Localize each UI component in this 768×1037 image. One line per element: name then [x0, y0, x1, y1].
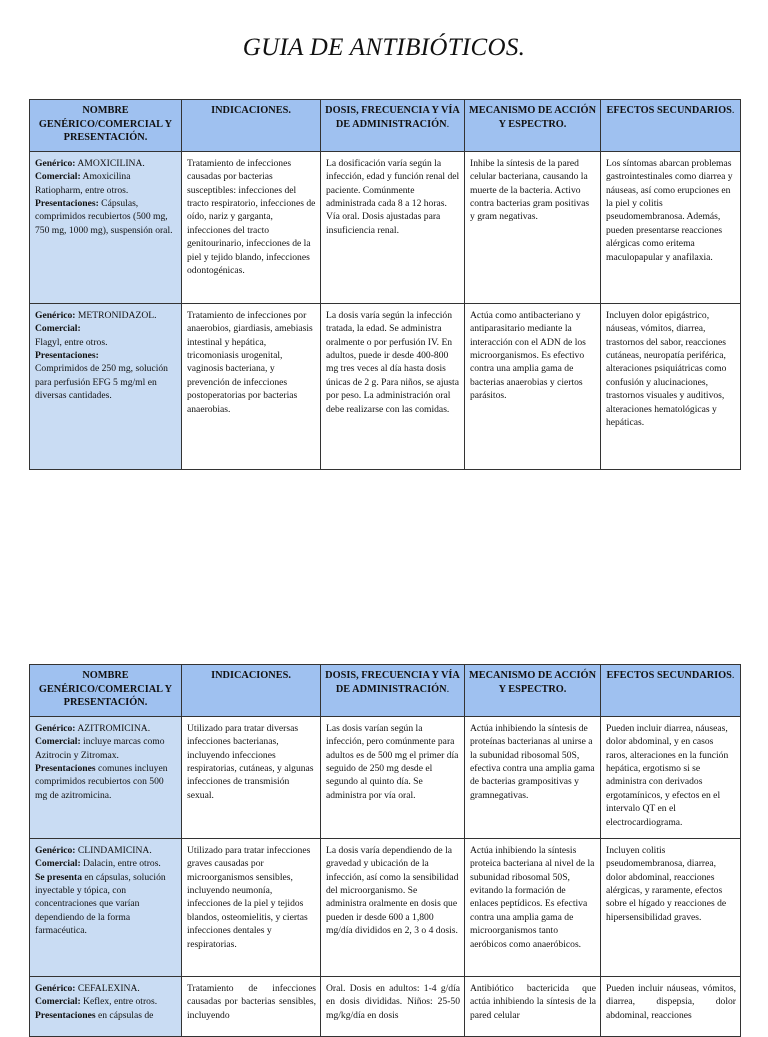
presentation-label: Presentaciones: [35, 1009, 96, 1021]
generic-label: Genérico:: [35, 309, 76, 321]
presentation-value: Comprimidos de 250 mg, solución para perfusión EFG 5 mg/ml en diversas cantidades.: [35, 363, 168, 402]
header-mechanism-text: MECANISMO DE ACCIÓN Y ESPECTRO.: [469, 105, 597, 130]
table-row: [30, 976, 741, 1036]
header-dose-text: DOSIS, FRECUENCIA Y VÍA DE ADMINISTRACIÓN: [325, 670, 460, 695]
header-name: [30, 665, 182, 717]
header-dose: [321, 100, 465, 152]
commercial-label: Comercial:: [35, 996, 81, 1008]
effects-cell: Pueden incluir náuseas, vómitos, diarrea, dispepsia, dolor abdominal, reacciones: [601, 976, 741, 1036]
mechanism-cell: Actúa como antibacteriano y antiparasitario mediante la interacción con el ADN de los microorganismos. Es efectivo contra una amplia gama de bacterias anaerobias y ciertos parásitos.: [465, 303, 601, 469]
presentation-label: Presentaciones:: [35, 198, 99, 209]
antibiotics-table-1: [29, 99, 741, 470]
table-row: [30, 838, 741, 976]
header-mechanism: [465, 100, 601, 152]
generic-value: CLINDAMICINA.: [75, 844, 152, 856]
presentation-value: Cápsulas, comprimidos recubiertos (500 mg, 750 mg, 1000 mg), suspensión oral.: [35, 198, 173, 236]
table-row: [30, 716, 741, 838]
presentation-value: en cápsulas de: [95, 1009, 154, 1021]
generic-value: METRONIDAZOL.: [75, 309, 157, 321]
commercial-label: Comercial:: [35, 171, 81, 183]
generic-label: Genérico:: [35, 157, 76, 169]
drug-name-cell: [30, 303, 182, 469]
header-dose: [321, 665, 465, 717]
commercial-value: Flagyl, entre otros.: [35, 336, 108, 348]
effects-cell: Incluyen dolor epigástrico, náuseas, vómitos, diarrea, trastornos del sabor, reacciones cutáneas, neuropatía periférica, alteraciones psiquiátricas como confusión y alucinaciones, trastornos visuales y auditivos, alteraciones hematológicas y hepáticas.: [601, 303, 741, 469]
header-mechanism-text: MECANISMO DE ACCIÓN Y ESPECTRO.: [469, 670, 597, 695]
header-effects-dot: .: [731, 670, 735, 681]
generic-label: Genérico:: [35, 844, 76, 856]
presentation-label: Presentaciones: [35, 763, 96, 774]
generic-label: Genérico:: [35, 722, 76, 734]
commercial-label: Comercial:: [35, 736, 81, 748]
generic-label: Genérico:: [35, 982, 76, 994]
indications-cell: Tratamiento de infecciones causadas por bacterias sensibles, incluyendo: [182, 976, 321, 1036]
presentation-label: Se presenta: [35, 871, 82, 883]
indications-cell: Tratamiento de infecciones por anaerobios, giardiasis, amebiasis intestinal y hepática, tricomoniasis urogenital, vaginosis bacteriana, y prevención de infecciones postoperatorias por bacterias anaerobias.: [182, 303, 321, 469]
header-name: [30, 100, 182, 152]
header-name-text: NOMBRE GENÉRICO/COMERCIAL Y PRESENTACIÓN.: [38, 105, 173, 144]
drug-name-cell: [30, 151, 182, 303]
dose-cell: La dosis varía según la infección tratada, la edad. Se administra oralmente o por perfusión IV. En adultos, puede ir desde 400-800 mg tres veces al día hasta dosis únicas de 2 g. Para niños, se ajusta por peso. La administración oral debe realizarse con las comidas.: [321, 303, 465, 469]
effects-cell: Pueden incluir diarrea, náuseas, dolor abdominal, y en casos raros, alteraciones en la función hepática, ergotismo si se administra con derivados ergotamínicos, y efectos en el intervalo QT en el electrocardiograma.: [601, 716, 741, 838]
effects-cell: Los síntomas abarcan problemas gastrointestinales como diarrea y náuseas, así como erupciones en la piel y colitis pseudomembranosa. Además, pueden presentarse reacciones alérgicas como eritema maculopapular y anafilaxia.: [601, 151, 741, 303]
dose-cell: La dosificación varía según la infección, edad y función renal del paciente. Comúnmente administrada cada 8 a 12 horas. Vía oral. Dosis ajustadas para insuficiencia renal.: [321, 151, 465, 303]
header-effects-dot: .: [731, 105, 735, 116]
generic-value: AZITROMICINA.: [75, 722, 151, 734]
header-effects-text: EFECTOS SECUNDARIOS: [606, 670, 732, 681]
presentation-value: comunes incluyen comprimidos recubiertos con 500 mg de azitromicina.: [35, 763, 168, 801]
mechanism-cell: Antibiótico bactericida que actúa inhibiendo la síntesis de la pared celular: [465, 976, 601, 1036]
header-indications-text: INDICACIONES.: [211, 670, 291, 681]
effects-cell: Incluyen colitis pseudomembranosa, diarrea, dolor abdominal, reacciones alérgicas, y raramente, efectos sobre el hígado y reacciones de hipersensibilidad graves.: [601, 838, 741, 976]
header-mechanism: [465, 665, 601, 717]
commercial-label: Comercial:: [35, 858, 81, 870]
header-name-text: NOMBRE GENÉRICO/COMERCIAL Y PRESENTACIÓN.: [38, 670, 173, 709]
commercial-label: Comercial:: [35, 323, 81, 335]
dose-cell: Oral. Dosis en adultos: 1-4 g/día en dosis divididas. Niños: 25-50 mg/kg/día en dosis: [321, 976, 465, 1036]
drug-name-cell: [30, 838, 182, 976]
table-header-row: [30, 665, 741, 717]
presentation-value: en cápsulas, solución inyectable y tópica, con concentraciones que varían dependiendo de la forma farmacéutica.: [35, 871, 166, 937]
drug-name-cell: [30, 976, 182, 1036]
generic-value: AMOXICILINA.: [75, 157, 145, 169]
dose-cell: La dosis varía dependiendo de la gravedad y ubicación de la infección, así como la sensibilidad del microorganismo. Se administra oralmente en dosis que pueden ir desde 600 a 1,800 mg/día divididos en 2, 3 o 4 dosis.: [321, 838, 465, 976]
header-indications-text: INDICACIONES.: [211, 105, 291, 116]
mechanism-cell: Actúa inhibiendo la síntesis proteica bacteriana al nivel de la subunidad ribosomal 50S, evitando la formación de enlaces peptídicos. Es efectiva contra una amplia gama de microorganismos tanto aeróbicos como anaeróbicos.: [465, 838, 601, 976]
indications-cell: Utilizado para tratar diversas infecciones bacterianas, incluyendo infecciones respiratorias, cutáneas, y algunas infecciones de transmisión sexual.: [182, 716, 321, 838]
table-row: [30, 303, 741, 469]
mechanism-cell: Inhibe la síntesis de la pared celular bacteriana, causando la muerte de la bacteria. Activo contra bacterias gram positivas y gram negativas.: [465, 151, 601, 303]
header-indications: [182, 665, 321, 717]
header-effects: [601, 665, 741, 717]
generic-value: CEFALEXINA.: [75, 982, 140, 994]
commercial-value: incluye marcas como Azitrocin y Zitromax.: [35, 736, 165, 761]
drug-name-cell: [30, 716, 182, 838]
header-effects-text: EFECTOS SECUNDARIOS: [606, 105, 732, 116]
page-title: GUIA DE ANTIBIÓTICOS.: [242, 34, 526, 61]
commercial-value: Amoxicilina Ratiopharm, entre otros.: [35, 171, 131, 196]
mechanism-cell: Actúa inhibiendo la síntesis de proteínas bacterianas al unirse a la subunidad ribosomal 50S, efectiva contra una amplia gama de bacterias grampositivas y gramnegativas.: [465, 716, 601, 838]
table-row: [30, 151, 741, 303]
indications-cell: Utilizado para tratar infecciones graves causadas por microorganismos sensibles, incluyendo neumonía, infecciones de la piel y tejidos blandos, osteomielitis, y ciertas infecciones dentales y respiratorias.: [182, 838, 321, 976]
header-indications: [182, 100, 321, 152]
antibiotics-table-2: [29, 664, 741, 1037]
commercial-value: Dalacin, entre otros.: [80, 858, 161, 870]
dose-cell: Las dosis varían según la infección, pero comúnmente para adultos es de 500 mg el primer día seguido de 250 mg desde el segundo al quinto día. Se administra por vía oral.: [321, 716, 465, 838]
header-dose-dot: .: [446, 683, 450, 695]
header-dose-text: DOSIS, FRECUENCIA Y VÍA DE ADMINISTRACIÓN: [325, 105, 460, 130]
presentation-label: Presentaciones:: [35, 350, 99, 361]
indications-cell: Tratamiento de infecciones causadas por bacterias susceptibles: infecciones del tracto respiratorio, infecciones de oído, nariz y garganta, infecciones del tracto genitourinario, infecciones de la piel y tejido blando, infecciones odontogénicas.: [182, 151, 321, 303]
header-effects: [601, 100, 741, 152]
table-header-row: [30, 100, 741, 152]
header-dose-dot: .: [446, 118, 450, 130]
commercial-value: Keflex, entre otros.: [80, 996, 158, 1008]
